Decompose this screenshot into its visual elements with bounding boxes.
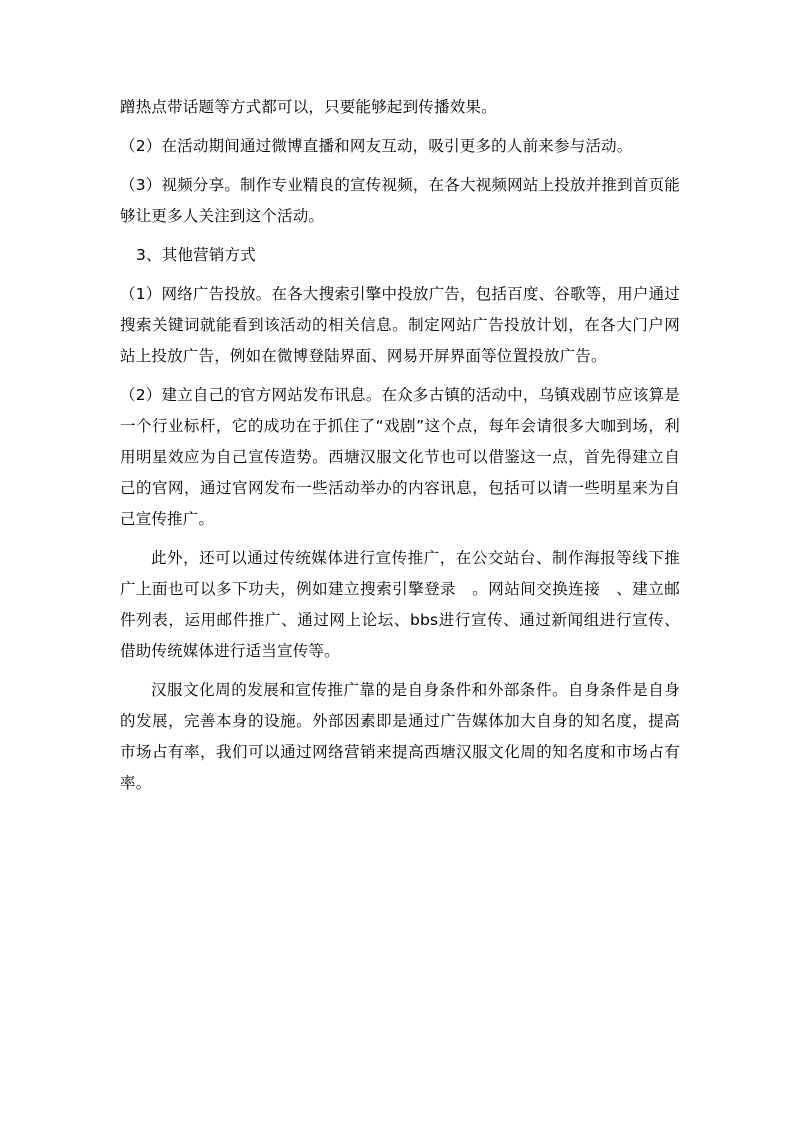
document-body	[120, 92, 680, 807]
paragraph-item-1-ads: （1）网络广告投放。在各大搜索引擎中投放广告，包括百度、谷歌等，用户通过搜索关键词就能看到该活动的相关信息。制定网站广告投放计划，在各大门户网站上投放广告，例如在微博登陆界面、网易开屏界面等位置投放广告。	[120, 285, 680, 365]
paragraph-item-2-livestream: （2）在活动期间通过微博直播和网友互动，吸引更多的人前来参与活动。	[120, 137, 633, 155]
paragraph-item-2-website: （2）建立自己的官方网站发布讯息。在众多古镇的活动中，乌镇戏剧节应该算是一个行业标杆，它的成功在于抓住了“戏剧”这个点，每年会请很多大咖到场，利用明星效应为自己宣传造势。西塘汉服文化节也可以借鉴这一点，首先得建立自己的官网，通过官网发布一些活动举办的内容讯息，包括可以请一些明星来为自己宣传推广。	[120, 386, 680, 528]
paragraph-item-3-video: （3）视频分享。制作专业精良的宣传视频，在各大视频网站上投放并推到首页能够让更多人关注到这个活动。	[120, 176, 680, 225]
section-heading-other-marketing: 3、其他营销方式	[136, 246, 256, 264]
paragraph-traditional-media: 此外，还可以通过传统媒体进行宣传推广，在公交站台、制作海报等线下推广上面也可以多下功夫，例如建立搜索引擎登录 。网站间交换连接 、建立邮件列表，运用邮件推广、通过网上论坛、bbs进行宣传、通过新闻组进行宣传、借助传统媒体进行适当宣传等。	[120, 549, 680, 660]
paragraph-continuation: 蹭热点带话题等方式都可以，只要能够起到传播效果。	[120, 98, 497, 116]
paragraph-conclusion: 汉服文化周的发展和宣传推广靠的是自身条件和外部条件。自身条件是自身的发展，完善本身的设施。外部因素即是通过广告媒体加大自身的知名度，提高市场占有率，我们可以通过网络营销来提高西塘汉服文化周的知名度和市场占有率。	[120, 681, 680, 792]
